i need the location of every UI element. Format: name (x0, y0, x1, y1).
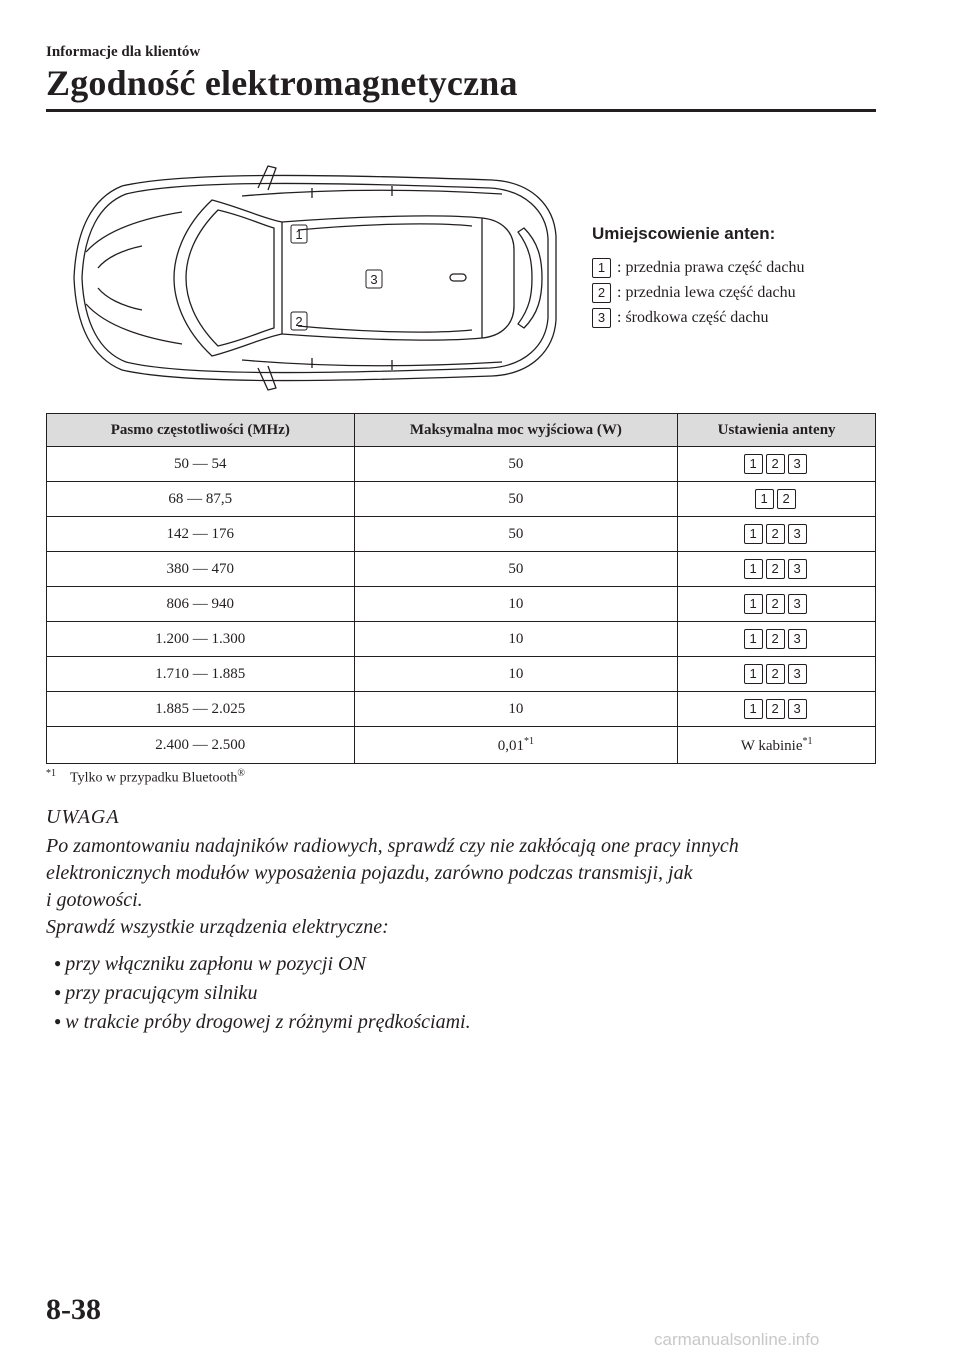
legend-text: : środkowa część dachu (617, 308, 769, 326)
notice-block (46, 806, 886, 1038)
bullet-icon: ● (54, 1014, 62, 1028)
table-row (47, 657, 876, 692)
antenna-number: 1 (744, 629, 763, 649)
antenna-number-group (744, 631, 810, 647)
cell-antenna (678, 552, 876, 587)
list-item (46, 980, 886, 1009)
footnote-mark: *1 (46, 768, 56, 779)
antenna-number-group (744, 526, 810, 542)
callout-3: 3 (370, 272, 378, 287)
antenna-number: 3 (788, 559, 807, 579)
table-row (47, 692, 876, 727)
antenna-legend (592, 224, 892, 330)
table-row (47, 482, 876, 517)
antenna-number: 3 (788, 594, 807, 614)
list-item-text: przy pracującym silniku (65, 982, 258, 1004)
footnote-text: Tylko w przypadku Bluetooth (70, 770, 238, 786)
antenna-number: 1 (755, 489, 774, 509)
notice-line: Sprawdź wszystkie urządzenia elektryczne: (46, 916, 389, 938)
registered-mark: ® (237, 768, 245, 779)
antenna-number-group (744, 596, 810, 612)
cell-antenna (678, 622, 876, 657)
cell-antenna (678, 692, 876, 727)
power-value: 0,01 (497, 737, 525, 754)
table-row-last (47, 727, 876, 764)
antenna-number: 2 (766, 559, 785, 579)
header-power: Maksymalna moc wyjściowa (W) (354, 414, 678, 447)
antenna-number: 1 (744, 454, 763, 474)
cell-power: 10 (354, 692, 678, 727)
cell-antenna (678, 447, 876, 482)
legend-item (592, 280, 892, 305)
antenna-number-group (744, 456, 810, 472)
callout-1: 1 (295, 227, 303, 242)
cell-antenna (678, 727, 876, 764)
table-body (47, 447, 876, 764)
antenna-number: 3 (788, 664, 807, 684)
table-row (47, 552, 876, 587)
power-footnote-mark: *1 (524, 735, 535, 747)
cell-band: 2.400 ― 2.500 (47, 727, 355, 764)
cell-band: 142 ― 176 (47, 517, 355, 552)
antenna-number: 1 (744, 559, 763, 579)
antenna-number-group (744, 561, 810, 577)
title-rule (46, 109, 876, 112)
setting-footnote-mark: *1 (802, 735, 813, 747)
antenna-number: 1 (592, 258, 611, 278)
antenna-number: 1 (744, 699, 763, 719)
cell-band: 380 ― 470 (47, 552, 355, 587)
table-row (47, 587, 876, 622)
antenna-number: 2 (766, 629, 785, 649)
cell-power: 50 (354, 447, 678, 482)
legend-text: : przednia prawa część dachu (617, 258, 805, 276)
notice-line: i gotowości. (46, 889, 143, 911)
list-item-text: przy włączniku zapłonu w pozycji ON (65, 953, 366, 975)
antenna-number-group (744, 701, 810, 717)
notice-list (46, 951, 886, 1038)
cell-band: 1.710 ― 1.885 (47, 657, 355, 692)
cell-antenna (678, 587, 876, 622)
antenna-number-group (755, 491, 799, 507)
antenna-number: 2 (766, 524, 785, 544)
cell-power (354, 727, 678, 764)
antenna-number: 3 (788, 454, 807, 474)
section-label: Informacje dla klientów (46, 44, 201, 60)
antenna-number: 3 (592, 308, 611, 328)
header-frequency: Pasmo częstotliwości (MHz) (47, 414, 355, 447)
header-antenna: Ustawienia anteny (678, 414, 876, 447)
cell-power: 10 (354, 657, 678, 692)
watermark: carmanualsonline.info (654, 1330, 820, 1349)
page-number: 8-38 (46, 1293, 101, 1326)
antenna-number: 2 (777, 489, 796, 509)
cell-power: 10 (354, 587, 678, 622)
legend-text: : przednia lewa część dachu (617, 283, 796, 301)
footnote (46, 768, 245, 787)
cell-power: 10 (354, 622, 678, 657)
legend-item (592, 305, 892, 330)
antenna-number: 3 (788, 524, 807, 544)
cell-power: 50 (354, 482, 678, 517)
table-row (47, 447, 876, 482)
bullet-icon: ● (54, 985, 62, 999)
table-row (47, 622, 876, 657)
car-top-view-diagram (62, 158, 572, 396)
cell-power: 50 (354, 552, 678, 587)
cell-band: 1.200 ― 1.300 (47, 622, 355, 657)
bullet-icon: ● (54, 956, 62, 970)
cell-antenna (678, 482, 876, 517)
cell-antenna (678, 517, 876, 552)
page-title: Zgodność elektromagnetyczna (46, 63, 518, 103)
legend-item (592, 255, 892, 280)
cell-band: 806 ― 940 (47, 587, 355, 622)
notice-heading: UWAGA (46, 806, 120, 828)
cell-antenna (678, 657, 876, 692)
cell-power: 50 (354, 517, 678, 552)
antenna-number: 2 (766, 454, 785, 474)
antenna-number: 1 (744, 594, 763, 614)
antenna-setting: W kabinie (740, 737, 803, 754)
cell-band: 50 ― 54 (47, 447, 355, 482)
antenna-number: 3 (788, 629, 807, 649)
list-item (46, 1009, 886, 1038)
notice-line: elektronicznych modułów wyposażenia pojazdu, zarówno podczas transmisji, jak (46, 862, 693, 884)
antenna-number: 1 (744, 524, 763, 544)
antenna-number: 1 (744, 664, 763, 684)
antenna-number: 2 (766, 664, 785, 684)
frequency-table (46, 413, 876, 764)
cell-band: 1.885 ― 2.025 (47, 692, 355, 727)
table-header-row (47, 414, 876, 447)
antenna-number: 2 (766, 594, 785, 614)
antenna-number: 3 (788, 699, 807, 719)
cell-band: 68 ― 87,5 (47, 482, 355, 517)
notice-line: Po zamontowaniu nadajników radiowych, sprawdź czy nie zakłócają one pracy innych (46, 835, 739, 857)
callout-2: 2 (295, 314, 303, 329)
list-item-text: w trakcie próby drogowej z różnymi prędkościami. (65, 1011, 471, 1033)
legend-title: Umiejscowienie anten: (592, 224, 776, 243)
antenna-number: 2 (766, 699, 785, 719)
antenna-number-group (744, 666, 810, 682)
table-row (47, 517, 876, 552)
list-item (46, 951, 886, 980)
antenna-number: 2 (592, 283, 611, 303)
